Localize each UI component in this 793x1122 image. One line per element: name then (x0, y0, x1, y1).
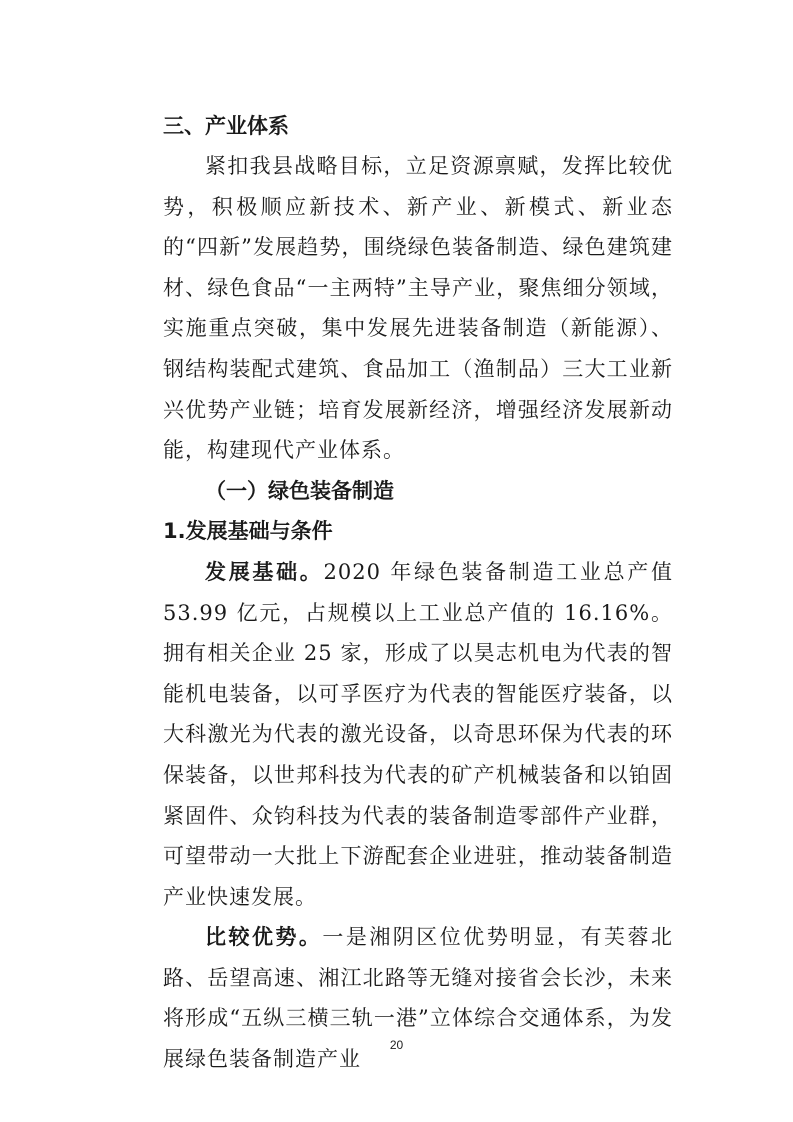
section-title: 三、产业体系 (163, 114, 289, 138)
basis-paragraph (163, 552, 673, 917)
basis-text: 2020 年绿色装备制造工业总产值 53.99 亿元，占规模以上工业总产值的 16.16%。拥有相关企业 25 家，形成了以昊志机电为代表的智能机电装备，以可孚医疗为代表的智能医疗装备，以大科激光为代表的激光设备，以奇思环保为代表的环保装备，以世邦科技为代表的矿产机械装备和以铂固紧固件、众钧科技为代表的装备制造零部件产业群，可望带动一大批上下游配套企业进驻，推动装备制造产业快速发展。 (163, 559, 673, 909)
advantage-text: 一是湘阴区位优势明显，有芙蓉北路、岳望高速、湘江北路等无缝对接省会长沙，未来将形成“五纵三横三轨一港”立体综合交通体系，为发展绿色装备制造产业 (163, 925, 674, 1072)
basis-lead: 发展基础。 (205, 559, 324, 584)
advantage-paragraph (163, 917, 673, 1079)
subsection-title: （一）绿色装备制造 (205, 478, 394, 503)
page-number: 20 (389, 1038, 404, 1052)
section-intro-paragraph: 紧扣我县战略目标，立足资源禀赋，发挥比较优势，积极顺应新技术、新产业、新模式、新业态的“四新”发展趋势，围绕绿色装备制造、绿色建筑建材、绿色食品“一主两特”主导产业，聚焦细分领域，实施重点突破，集中发展先进装备制造（新能源）、钢结构装配式建筑、食品加工（渔制品）三大工业新兴优势产业链；培育发展新经济，增强经济发展新动能，构建现代产业体系。 (163, 154, 673, 463)
item-title: 1.发展基础与条件 (163, 519, 333, 544)
advantage-lead: 比较优势。 (205, 925, 323, 950)
page-content (163, 106, 673, 1080)
